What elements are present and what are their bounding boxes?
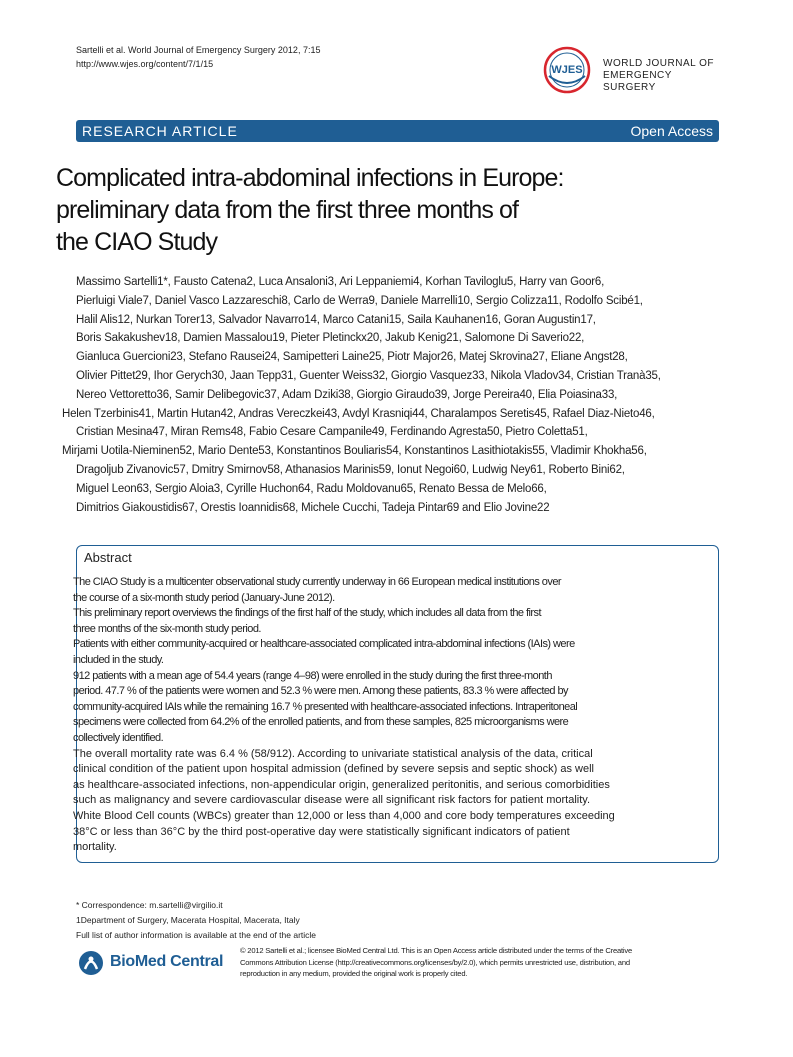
abstract-line: three months of the six-month study period. — [73, 622, 261, 635]
author-line: Dimitrios Giakoustidis67, Orestis Ioannidis68, Michele Cucchi, Tadeja Pintar69 and Elio Jovine22 — [76, 501, 550, 514]
article-title — [56, 162, 736, 258]
author-line: Boris Sakakushev18, Damien Massalou19, Pieter Pletinckx20, Jakub Kenig21, Salomone Di Saverio22, — [76, 332, 585, 345]
abstract-line: specimens were collected from 64.2% of the enrolled patients, and from these samples, 825 microorganisms were — [73, 716, 569, 729]
author-line: Cristian Mesina47, Miran Rems48, Fabio Cesare Campanile49, Ferdinando Agresta50, Pietro Coletta51, — [76, 426, 588, 439]
author-line: Mirjami Uotila-Nieminen52, Mario Dente53, Konstantinos Bouliaris54, Konstantinos Lasithiotakis55, Vladimir Khokha56, — [62, 445, 647, 458]
author-list — [62, 273, 734, 517]
abstract-line: The CIAO Study is a multicenter observational study currently underway in 66 European medical institutions over — [73, 576, 562, 588]
journal-name-line: WORLD JOURNAL OF — [603, 58, 714, 69]
author-line: Helen Tzerbinis41, Martin Hutan42, Andras Vereczkei43, Avdyl Krasniqi44, Charalampos Seretis45, Rafael Diaz-Nieto46, — [62, 407, 655, 420]
publisher-name: BioMed Central — [110, 953, 224, 970]
footnotes — [76, 898, 316, 943]
journal-name-line: EMERGENCY — [603, 70, 672, 81]
author-info-note: Full list of author information is available at the end of the article — [76, 930, 317, 940]
author-line: Dragoljub Zivanovic57, Dmitry Smirnov58, Athanasios Marinis59, Ionut Negoi60, Ludwig Ney61, Roberto Bini62, — [76, 463, 625, 476]
copyright-line: Commons Attribution License (http://creativecommons.org/licenses/by/2.0), which permits unrestricted use, distribution, and — [240, 957, 630, 967]
article-url[interactable]: http://www.wjes.org/content/7/1/15 — [76, 59, 214, 69]
abstract-line: included in the study. — [73, 653, 164, 666]
title-line: the CIAO Study — [56, 228, 218, 256]
copyright-notice — [240, 945, 735, 980]
abstract-line: 38°C or less than 36°C by the third post-operative day were statistically significant indicators of patient — [73, 825, 570, 838]
abstract-line: This preliminary report overviews the findings of the first half of the study, which includes all data from the first — [73, 607, 541, 620]
abstract-line: White Blood Cell counts (WBCs) greater than 12,000 or less than 4,000 and core body temperatures exceeding — [73, 809, 615, 822]
abstract-text — [73, 575, 723, 856]
open-access-label: Open Access — [630, 123, 713, 139]
correspondence-note[interactable]: * Correspondence: m.sartelli@virgilio.it — [76, 900, 223, 910]
journal-name-line: SURGERY — [603, 82, 656, 93]
citation-header — [76, 43, 320, 71]
wjes-logo-icon — [543, 46, 591, 94]
abstract-line: period. 47.7 % of the patients were women and 52.3 % were men. Among these patients, 83.3 % were affected by — [73, 685, 569, 698]
author-line: Halil Alis12, Nurkan Torer13, Salvador Navarro14, Marco Catani15, Saila Kauhanen16, Goran Augustin17, — [76, 313, 596, 326]
author-line: Nereo Vettoretto36, Samir Delibegovic37, Adam Dziki38, Giorgio Giraudo39, Jorge Pereira40, Elia Poiasina33, — [76, 388, 618, 401]
author-line: Pierluigi Viale7, Daniel Vasco Lazzareschi8, Carlo de Werra9, Daniele Marrelli10, Sergio Colizza11, Rodolfo Scibé1, — [76, 294, 643, 307]
abstract-heading: Abstract — [84, 550, 132, 565]
author-line: Olivier Pittet29, Ihor Gerych30, Jaan Tepp31, Guenter Weiss32, Giorgio Vasquez33, Nikola Vladov34, Cristian Tranà35, — [76, 369, 661, 382]
abstract-line: as healthcare-associated infections, non-appendicular origin, generalized peritonitis, and serious comorbidities — [73, 778, 610, 791]
abstract-line: such as malignancy and severe cardiovascular disease were all significant risk factors for patient mortality. — [73, 794, 591, 807]
author-line: Gianluca Guercioni23, Stefano Rausei24, Samipetteri Laine25, Piotr Major26, Matej Skrovina27, Eliane Angst28, — [76, 351, 628, 364]
author-line: Miguel Leon63, Sergio Aloia3, Cyrille Huchon64, Radu Moldovanu65, Renato Bessa de Melo66, — [76, 482, 547, 495]
abstract-line: Patients with either community-acquired or healthcare-associated complicated intra-abdominal infections (IAIs) were — [73, 638, 575, 651]
abstract-line: collectively identified. — [73, 731, 164, 744]
author-line: Massimo Sartelli1*, Fausto Catena2, Luca Ansaloni3, Ari Leppaniemi4, Korhan Taviloglu5, Harry van Goor6, — [76, 276, 605, 288]
copyright-line: © 2012 Sartelli et al.; licensee BioMed Central Ltd. This is an Open Access article distributed under the terms of the Creative — [240, 946, 633, 955]
abstract-line: community-acquired IAIs while the remaining 16.7 % presented with healthcare-associated infections. Intraperitoneal — [73, 700, 578, 713]
article-type-banner — [76, 120, 719, 142]
abstract-line: 912 patients with a mean age of 54.4 years (range 4–98) were enrolled in the study during the first three-month — [73, 669, 552, 682]
affiliation-note: 1Department of Surgery, Macerata Hospital, Macerata, Italy — [76, 915, 300, 925]
abstract-line: the course of a six-month study period (January-June 2012). — [73, 591, 335, 604]
abstract-line: clinical condition of the patient upon hospital admission (defined by severe sepsis and septic shock) as well — [73, 763, 594, 776]
copyright-line: reproduction in any medium, provided the original work is properly cited. — [240, 969, 468, 978]
title-line: preliminary data from the first three months of — [56, 196, 519, 224]
title-line: Complicated intra-abdominal infections in Europe: — [56, 164, 564, 192]
journal-name — [603, 58, 714, 94]
citation-line: Sartelli et al. World Journal of Emergency Surgery 2012, 7:15 — [76, 45, 321, 55]
article-type-label: RESEARCH ARTICLE — [82, 123, 238, 139]
wjes-logo-text: WJES — [551, 64, 583, 76]
abstract-line: The overall mortality rate was 6.4 % (58/912). According to univariate statistical analysis of the data, critical — [73, 747, 593, 760]
abstract-line: mortality. — [73, 841, 117, 854]
